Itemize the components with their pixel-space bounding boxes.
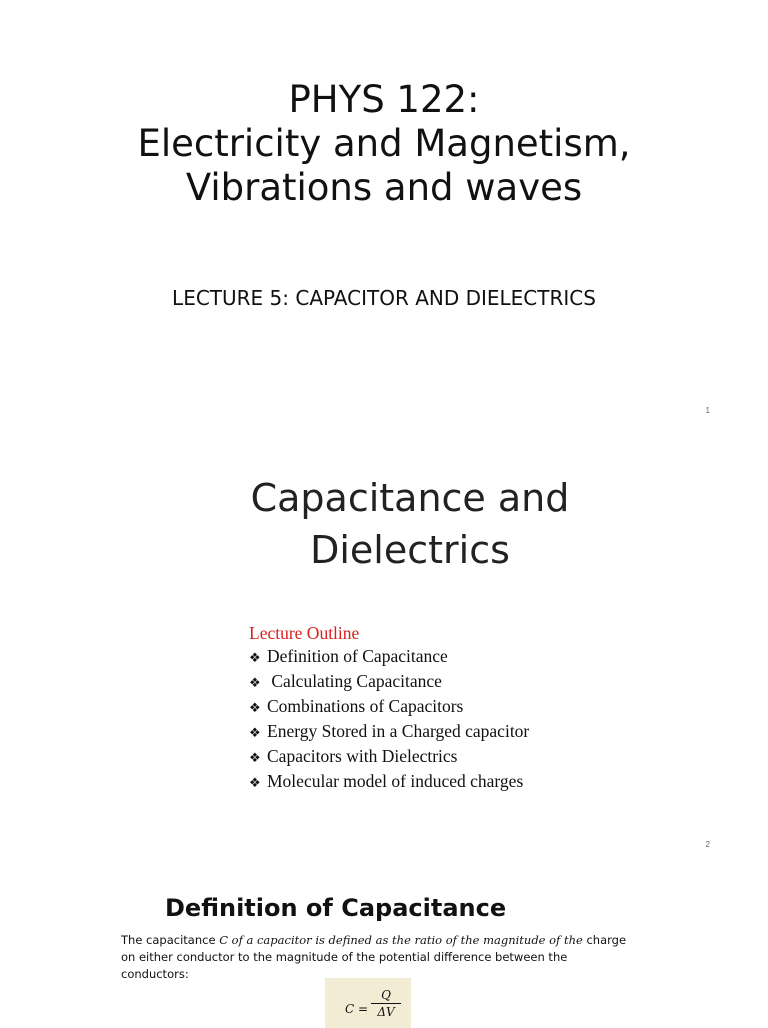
diamond-bullet-icon: ❖ xyxy=(249,701,261,716)
slide-1 xyxy=(0,0,768,432)
page-number: 1 xyxy=(705,406,710,415)
course-title-line: PHYS 122: xyxy=(288,78,480,121)
list-item xyxy=(249,670,529,695)
definition-text xyxy=(121,932,631,983)
lecture-subtitle: LECTURE 5: CAPACITOR AND DIELECTRICS xyxy=(172,286,596,310)
slide-2 xyxy=(0,432,768,864)
diamond-bullet-icon: ❖ xyxy=(249,676,261,691)
list-item-label: Molecular model of induced charges xyxy=(267,771,524,791)
diamond-bullet-icon: ❖ xyxy=(249,776,261,791)
lecture-outline xyxy=(249,622,529,795)
slide-title xyxy=(230,472,590,576)
page-number: 2 xyxy=(705,840,710,849)
list-item-label: Capacitors with Dielectrics xyxy=(267,746,458,766)
capacitance-formula xyxy=(325,978,411,1028)
list-item-label: Definition of Capacitance xyxy=(267,646,448,666)
outline-list xyxy=(249,645,529,795)
formula-numerator: Q xyxy=(381,988,391,1002)
list-item xyxy=(249,695,529,720)
list-item xyxy=(249,645,529,670)
list-item xyxy=(249,720,529,745)
outline-heading: Lecture Outline xyxy=(249,623,360,643)
list-item-label: Energy Stored in a Charged capacitor xyxy=(267,721,530,741)
slide-title-line: Capacitance and xyxy=(250,476,570,520)
slide-title: Definition of Capacitance xyxy=(165,894,507,922)
formula-fraction xyxy=(371,988,401,1019)
formula-lhs: C = xyxy=(345,1002,369,1016)
list-item xyxy=(249,770,529,795)
diamond-bullet-icon: ❖ xyxy=(249,726,261,741)
formula-denominator: ΔV xyxy=(377,1005,395,1019)
diamond-bullet-icon: ❖ xyxy=(249,751,261,766)
list-item-label: Combinations of Capacitors xyxy=(267,696,464,716)
course-title xyxy=(0,78,768,210)
definition-text-part: charge on either conductor to the magnitude of the potential difference between the conductors: xyxy=(121,933,627,981)
diamond-bullet-icon: ❖ xyxy=(249,651,261,666)
definition-text-italic: C of a capacitor is defined as the ratio of the magnitude of the xyxy=(219,933,583,947)
course-title-line: Electricity and Magnetism, xyxy=(137,122,631,165)
slide-3 xyxy=(0,864,768,1024)
definition-text-part: The capacitance xyxy=(121,933,220,947)
course-title-line: Vibrations and waves xyxy=(185,166,583,209)
slide-title-line: Dielectrics xyxy=(310,528,510,572)
fraction-bar xyxy=(371,1003,401,1004)
list-item-label: Calculating Capacitance xyxy=(267,671,442,691)
list-item xyxy=(249,745,529,770)
